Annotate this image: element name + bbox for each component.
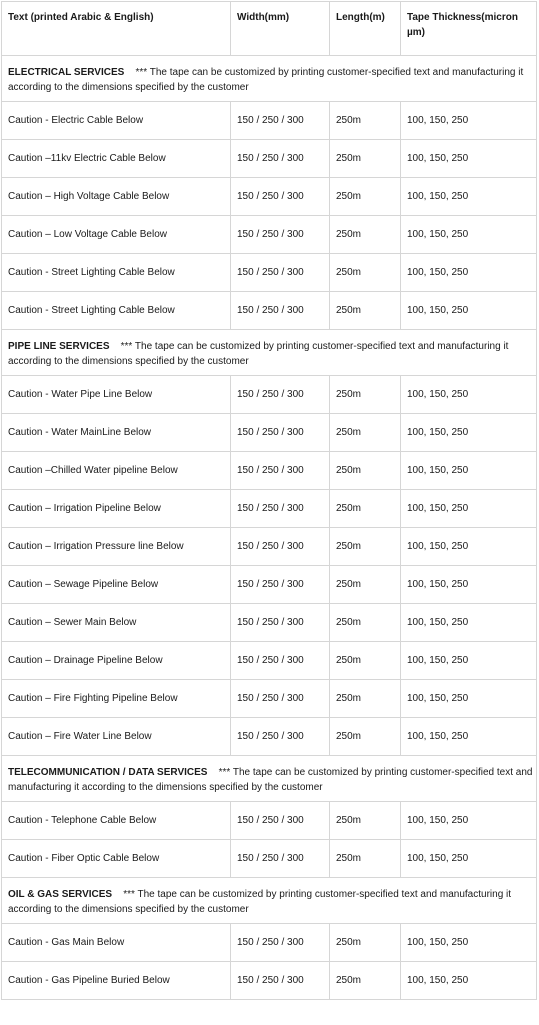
cell-width: 150 / 250 / 300 xyxy=(231,718,330,756)
cell-length: 250m xyxy=(330,802,401,840)
cell-thickness: 100, 150, 250 xyxy=(401,178,537,216)
table-body xyxy=(2,56,537,1000)
cell-length: 250m xyxy=(330,604,401,642)
table-row xyxy=(2,802,537,840)
cell-width: 150 / 250 / 300 xyxy=(231,254,330,292)
cell-text: Caution - Street Lighting Cable Below xyxy=(2,254,231,292)
cell-length: 250m xyxy=(330,254,401,292)
cell-width: 150 / 250 / 300 xyxy=(231,680,330,718)
cell-length: 250m xyxy=(330,414,401,452)
section-title: PIPE LINE SERVICES xyxy=(8,340,110,352)
cell-thickness: 100, 150, 250 xyxy=(401,962,537,1000)
cell-text: Caution –11kv Electric Cable Below xyxy=(2,140,231,178)
table-row xyxy=(2,924,537,962)
cell-text: Caution - Telephone Cable Below xyxy=(2,802,231,840)
cell-width: 150 / 250 / 300 xyxy=(231,140,330,178)
section-header xyxy=(2,330,537,376)
table-row xyxy=(2,528,537,566)
cell-text: Caution – Sewer Main Below xyxy=(2,604,231,642)
cell-text: Caution - Water Pipe Line Below xyxy=(2,376,231,414)
cell-thickness: 100, 150, 250 xyxy=(401,840,537,878)
cell-width: 150 / 250 / 300 xyxy=(231,604,330,642)
table-row xyxy=(2,376,537,414)
table-row xyxy=(2,102,537,140)
cell-width: 150 / 250 / 300 xyxy=(231,566,330,604)
table-row xyxy=(2,642,537,680)
section-row xyxy=(2,878,537,924)
cell-text: Caution - Electric Cable Below xyxy=(2,102,231,140)
section-header xyxy=(2,56,537,102)
table-row xyxy=(2,216,537,254)
table-row xyxy=(2,566,537,604)
section-row xyxy=(2,56,537,102)
table-row xyxy=(2,604,537,642)
cell-thickness: 100, 150, 250 xyxy=(401,254,537,292)
cell-width: 150 / 250 / 300 xyxy=(231,802,330,840)
cell-thickness: 100, 150, 250 xyxy=(401,566,537,604)
cell-width: 150 / 250 / 300 xyxy=(231,840,330,878)
cell-thickness: 100, 150, 250 xyxy=(401,718,537,756)
cell-length: 250m xyxy=(330,216,401,254)
cell-length: 250m xyxy=(330,140,401,178)
section-note: *** The tape can be customized by printing customer-specified text and manufacturing it according to the dimensions specified by the customer xyxy=(8,888,512,915)
cell-text: Caution – Fire Water Line Below xyxy=(2,718,231,756)
cell-length: 250m xyxy=(330,566,401,604)
cell-thickness: 100, 150, 250 xyxy=(401,802,537,840)
cell-length: 250m xyxy=(330,376,401,414)
section-title: OIL & GAS SERVICES xyxy=(8,888,113,900)
cell-text: Caution – Irrigation Pressure line Below xyxy=(2,528,231,566)
cell-text: Caution – Sewage Pipeline Below xyxy=(2,566,231,604)
cell-text: Caution - Fiber Optic Cable Below xyxy=(2,840,231,878)
cell-length: 250m xyxy=(330,102,401,140)
table-row xyxy=(2,178,537,216)
section-header xyxy=(2,756,537,802)
header-thickness: Tape Thickness(micron µm) xyxy=(401,2,537,56)
cell-width: 150 / 250 / 300 xyxy=(231,962,330,1000)
tape-spec-table xyxy=(1,1,537,1000)
cell-width: 150 / 250 / 300 xyxy=(231,528,330,566)
cell-width: 150 / 250 / 300 xyxy=(231,292,330,330)
cell-thickness: 100, 150, 250 xyxy=(401,376,537,414)
table-row xyxy=(2,490,537,528)
cell-length: 250m xyxy=(330,490,401,528)
cell-length: 250m xyxy=(330,924,401,962)
cell-length: 250m xyxy=(330,962,401,1000)
cell-width: 150 / 250 / 300 xyxy=(231,102,330,140)
cell-thickness: 100, 150, 250 xyxy=(401,924,537,962)
table-row xyxy=(2,140,537,178)
cell-width: 150 / 250 / 300 xyxy=(231,642,330,680)
table-row xyxy=(2,292,537,330)
section-row xyxy=(2,756,537,802)
cell-length: 250m xyxy=(330,680,401,718)
cell-length: 250m xyxy=(330,178,401,216)
cell-length: 250m xyxy=(330,452,401,490)
cell-thickness: 100, 150, 250 xyxy=(401,216,537,254)
cell-width: 150 / 250 / 300 xyxy=(231,452,330,490)
table-row xyxy=(2,254,537,292)
cell-thickness: 100, 150, 250 xyxy=(401,604,537,642)
table-row xyxy=(2,452,537,490)
cell-thickness: 100, 150, 250 xyxy=(401,490,537,528)
cell-text: Caution –Chilled Water pipeline Below xyxy=(2,452,231,490)
cell-length: 250m xyxy=(330,642,401,680)
table-row xyxy=(2,680,537,718)
table-row xyxy=(2,414,537,452)
header-text: Text (printed Arabic & English) xyxy=(2,2,231,56)
cell-width: 150 / 250 / 300 xyxy=(231,178,330,216)
header-width: Width(mm) xyxy=(231,2,330,56)
cell-text: Caution - Water MainLine Below xyxy=(2,414,231,452)
cell-width: 150 / 250 / 300 xyxy=(231,216,330,254)
table-row xyxy=(2,718,537,756)
table-row xyxy=(2,840,537,878)
section-row xyxy=(2,330,537,376)
cell-thickness: 100, 150, 250 xyxy=(401,292,537,330)
section-title: TELECOMMUNICATION / DATA SERVICES xyxy=(8,766,208,778)
cell-text: Caution – Fire Fighting Pipeline Below xyxy=(2,680,231,718)
section-title: ELECTRICAL SERVICES xyxy=(8,66,125,78)
cell-length: 250m xyxy=(330,840,401,878)
cell-text: Caution – Irrigation Pipeline Below xyxy=(2,490,231,528)
cell-text: Caution - Street Lighting Cable Below xyxy=(2,292,231,330)
cell-width: 150 / 250 / 300 xyxy=(231,924,330,962)
cell-thickness: 100, 150, 250 xyxy=(401,102,537,140)
cell-text: Caution – High Voltage Cable Below xyxy=(2,178,231,216)
cell-text: Caution - Gas Main Below xyxy=(2,924,231,962)
cell-thickness: 100, 150, 250 xyxy=(401,414,537,452)
section-note: *** The tape can be customized by printing customer-specified text and manufacturing it according to the dimensions specified by the customer xyxy=(8,766,533,793)
cell-length: 250m xyxy=(330,718,401,756)
section-header xyxy=(2,878,537,924)
cell-text: Caution - Gas Pipeline Buried Below xyxy=(2,962,231,1000)
table-row xyxy=(2,962,537,1000)
cell-thickness: 100, 150, 250 xyxy=(401,140,537,178)
cell-text: Caution – Drainage Pipeline Below xyxy=(2,642,231,680)
cell-thickness: 100, 150, 250 xyxy=(401,528,537,566)
section-note: *** The tape can be customized by printing customer-specified text and manufacturing it according to the dimensions specified by the customer xyxy=(8,66,524,93)
cell-width: 150 / 250 / 300 xyxy=(231,490,330,528)
cell-length: 250m xyxy=(330,292,401,330)
header-length: Length(m) xyxy=(330,2,401,56)
header-row xyxy=(2,2,537,56)
section-note: *** The tape can be customized by printing customer-specified text and manufacturing it according to the dimensions specified by the customer xyxy=(8,340,509,367)
cell-thickness: 100, 150, 250 xyxy=(401,680,537,718)
cell-width: 150 / 250 / 300 xyxy=(231,376,330,414)
cell-thickness: 100, 150, 250 xyxy=(401,642,537,680)
cell-thickness: 100, 150, 250 xyxy=(401,452,537,490)
cell-text: Caution – Low Voltage Cable Below xyxy=(2,216,231,254)
cell-width: 150 / 250 / 300 xyxy=(231,414,330,452)
cell-length: 250m xyxy=(330,528,401,566)
